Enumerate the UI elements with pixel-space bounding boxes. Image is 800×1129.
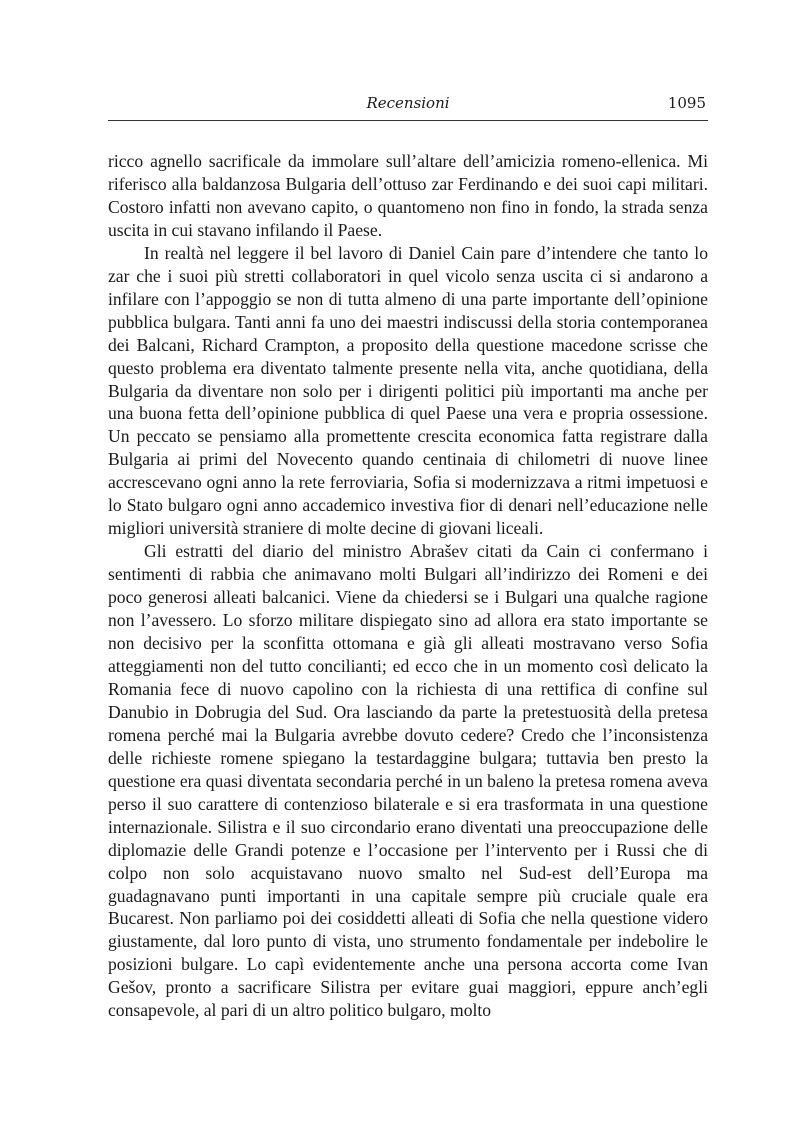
body-text: [108, 150, 708, 1022]
paragraph: Gli estratti del diario del ministro Abrašev citati da Cain ci confermano i sentimenti di rabbia che animavano molti Bulgari all’indirizzo dei Romeni e dei poco generosi alleati balcanici. Viene da chiedersi se i Bulgari una qualche ragione non l’avessero. Lo sforzo militare dispiegato sino ad allora era stato importante se non decisivo per la sconfitta ottomana e già gli alleati mostravano verso Sofia atteggiamenti non del tutto concilianti; ed ecco che in un momento così delicato la Romania fece di nuovo capolino con la richiesta di una rettifica di confine sul Danubio in Dobrugia del Sud. Ora lasciando da parte la pretestuosità della pretesa romena perché mai la Bulgaria avrebbe dovuto cedere? Credo che l’inconsistenza delle richieste romene spiegano la testardaggine bulgara; tuttavia ben presto la questione era quasi diventata secondaria perché in un baleno la pretesa romena aveva perso il suo carattere di contenzioso bilaterale e si era trasformata in una questione internazionale. Silistra e il suo circondario erano diventati una preoccupazione delle diplomazie delle Grandi potenze e l’occasione per l’intervento per i Russi che di colpo non solo acquistavano nuovo smalto nel Sud-est dell’Europa ma guadagnavano punti importanti in una capitale sempre più cruciale quale era Bucarest. Non parliamo poi dei cosiddetti alleati di Sofia che nella questione videro giustamente, dal loro punto di vista, uno strumento fondamentale per indebolire le posizioni bulgare. Lo capì evidentemente anche una persona accorta come Ivan Gešov, pronto a sacrificare Silistra per evitare guai maggiori, eppure anch’egli consapevole, al pari di un altro politico bulgaro, molto: [108, 541, 708, 1021]
running-header: [108, 92, 708, 121]
running-title: Recensioni: [366, 94, 450, 112]
paragraph-continuation: ricco agnello sacrificale da immolare sull’altare dell’amicizia romeno-ellenica. Mi riferisco alla baldanzosa Bulgaria dell’ottuso zar Ferdinando e dei suoi capi militari. Costoro infatti non avevano capito, o quantomeno non fino in fondo, la strada senza uscita in cui stavano infilando il Paese.: [108, 151, 708, 240]
paragraph: In realtà nel leggere il bel lavoro di Daniel Cain pare d’intendere che tanto lo zar che i suoi più stretti collaboratori in quel vicolo senza uscita ci si andarono a infilare con l’appoggio se non di tutta almeno di una parte importante dell’opinione pubblica bulgara. Tanti anni fa uno dei maestri indiscussi della storia contemporanea dei Balcani, Richard Crampton, a proposito della questione macedone scrisse che questo problema era diventato talmente presente nella vita, anche quotidiana, della Bulgaria da diventare non solo per i dirigenti politici più importanti ma anche per una buona fetta dell’opinione pubblica di quel Paese una vera e propria ossessione. Un peccato se pensiamo alla promettente crescita economica fatta registrare dalla Bulgaria ai primi del Novecento quando centinaia di chilometri di nuove linee accrescevano ogni anno la rete ferroviaria, Sofia si modernizzava a ritmi impetuosi e lo Stato bulgaro ogni anno accademico investiva fior di denari nell’educazione nelle migliori università straniere di molte decine di giovani liceali.: [108, 242, 708, 539]
page-number: 1095: [667, 94, 706, 112]
